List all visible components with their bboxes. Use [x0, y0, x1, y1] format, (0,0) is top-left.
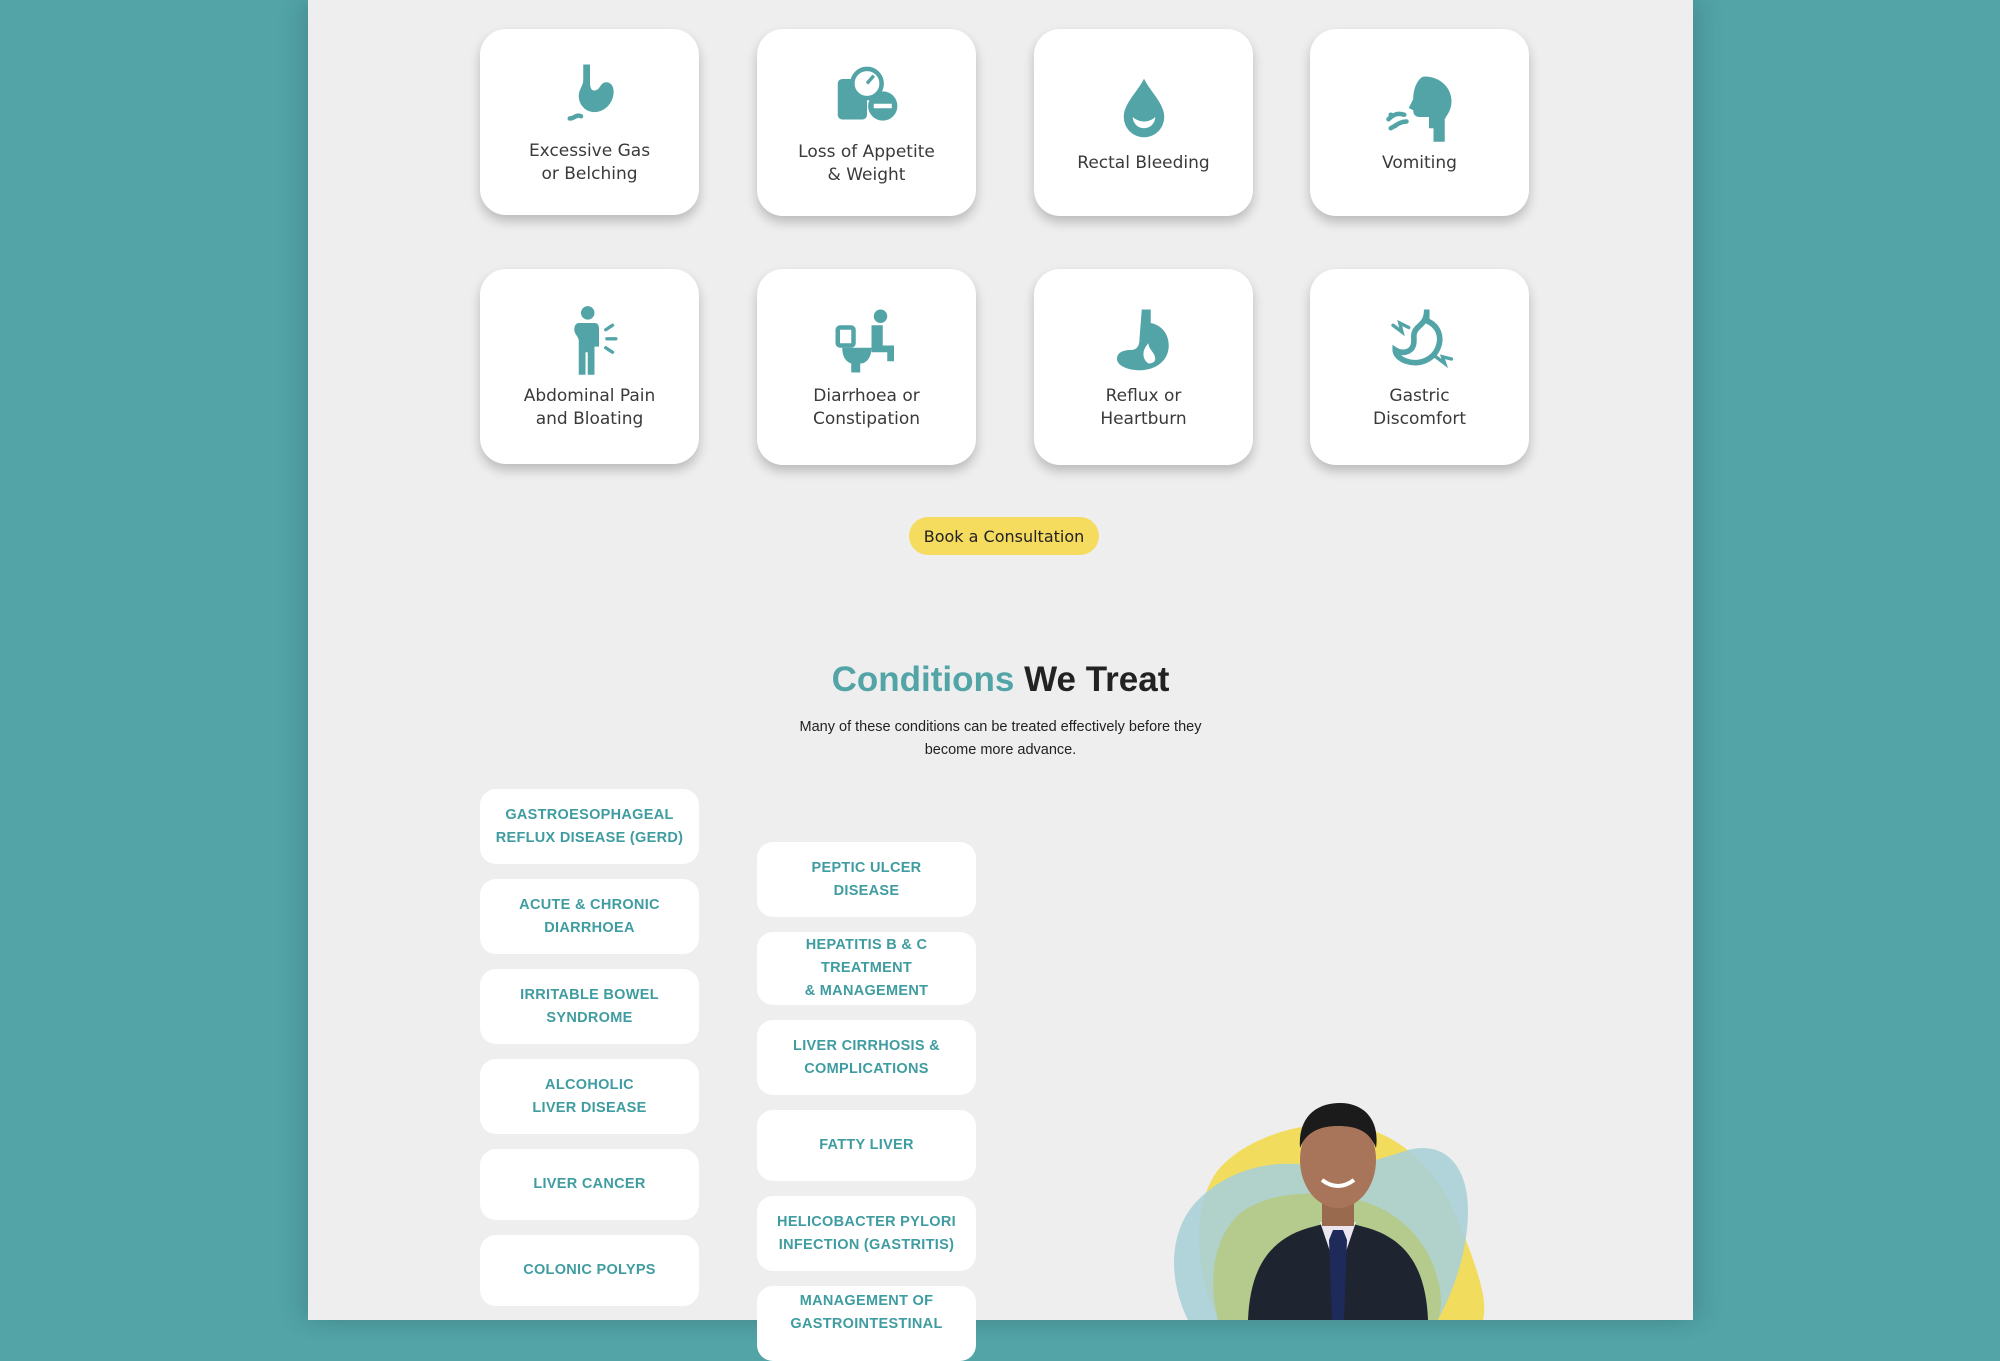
- condition-pill-alcoholic-liver[interactable]: ALCOHOLIC LIVER DISEASE: [480, 1059, 699, 1134]
- condition-pill-ibs[interactable]: IRRITABLE BOWEL SYNDROME: [480, 969, 699, 1044]
- symptom-label: Reflux or Heartburn: [1100, 386, 1187, 429]
- symptom-card-bleeding[interactable]: [1034, 29, 1253, 216]
- stomach-esophagus-icon: [552, 58, 628, 134]
- symptom-label: Vomiting: [1382, 153, 1457, 173]
- page-content: [308, 0, 1693, 1332]
- book-consultation-button[interactable]: Book a Consultation: [909, 517, 1099, 555]
- heading-rest: We Treat: [1024, 660, 1170, 699]
- symptom-card-appetite[interactable]: [757, 29, 976, 216]
- condition-pill-liver-cirrhosis[interactable]: LIVER CIRRHOSIS & COMPLICATIONS: [757, 1020, 976, 1095]
- person-on-toilet-icon: [829, 303, 905, 379]
- symptom-label: Excessive Gas or Belching: [528, 141, 651, 184]
- symptom-card-vomiting[interactable]: [1310, 29, 1529, 216]
- person-abdominal-pain-icon: [552, 303, 628, 379]
- condition-pill-peptic-ulcer[interactable]: PEPTIC ULCER DISEASE: [757, 842, 976, 917]
- condition-pill-diarrhoea[interactable]: ACUTE & CHRONIC DIARRHOEA: [480, 879, 699, 954]
- stomach-spasm-icon: [1382, 303, 1458, 379]
- symptom-card-reflux[interactable]: [1034, 269, 1253, 465]
- symptom-label: Rectal Bleeding: [1077, 153, 1210, 173]
- symptom-card-gas[interactable]: [480, 29, 699, 215]
- symptom-card-diarrhoea[interactable]: [757, 269, 976, 465]
- symptom-label: Abdominal Pain and Bloating: [523, 385, 656, 429]
- symptom-label: Gastric Discomfort: [1372, 386, 1467, 429]
- doctor-tie: [1329, 1230, 1347, 1320]
- condition-pill-gi-management[interactable]: MANAGEMENT OF GASTROINTESTINAL: [757, 1286, 976, 1361]
- blood-drop-icon: [1106, 70, 1182, 146]
- doctor-illustration: [1108, 1040, 1548, 1320]
- condition-pill-fatty-liver[interactable]: FATTY LIVER: [757, 1110, 976, 1181]
- condition-pill-gerd[interactable]: GASTROESOPHAGEAL REFLUX DISEASE (GERD): [480, 789, 699, 864]
- symptom-card-gastric-discomfort[interactable]: [1310, 269, 1529, 465]
- symptom-label: Loss of Appetite & Weight: [798, 141, 935, 185]
- condition-pill-h-pylori[interactable]: HELICOBACTER PYLORI INFECTION (GASTRITIS): [757, 1196, 976, 1271]
- symptom-card-abdominal-pain[interactable]: [480, 269, 699, 464]
- weight-scale-minus-icon: [829, 59, 905, 135]
- conditions-subtitle: Many of these conditions can be treated effectively before they become more advance.: [799, 719, 1202, 758]
- doctor-portrait: [1108, 1040, 1548, 1320]
- condition-pill-hepatitis[interactable]: HEPATITIS B & C TREATMENT & MANAGEMENT: [757, 932, 976, 1005]
- stomach-flame-icon: [1106, 303, 1182, 379]
- vomiting-head-icon: [1382, 70, 1458, 146]
- heading-accent: Conditions: [831, 660, 1015, 699]
- symptom-label: Diarrhoea or Constipation: [812, 386, 921, 429]
- condition-pill-colonic-polyps[interactable]: COLONIC POLYPS: [480, 1235, 699, 1306]
- conditions-heading: [308, 660, 1693, 700]
- condition-pill-liver-cancer[interactable]: LIVER CANCER: [480, 1149, 699, 1220]
